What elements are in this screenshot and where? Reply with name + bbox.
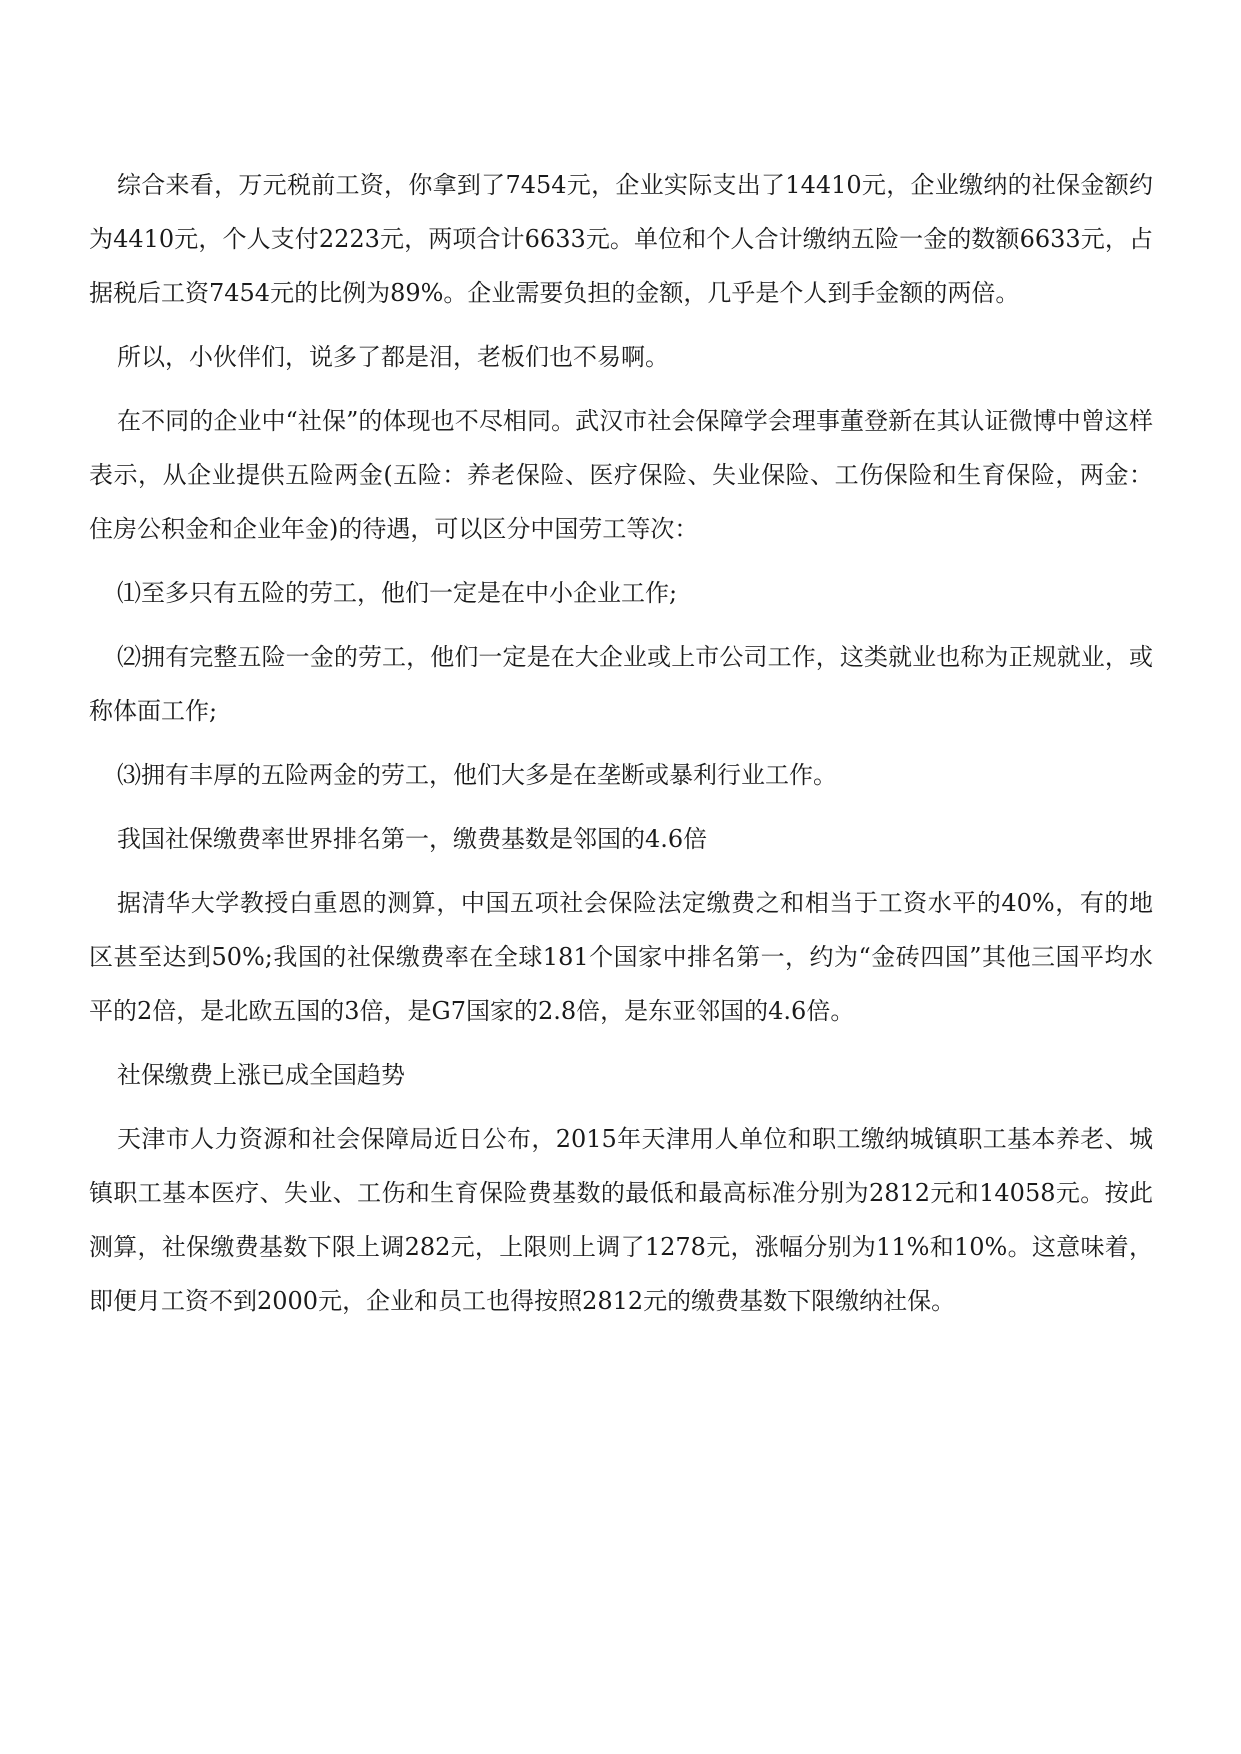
section-heading-contribution-rate: 我国社保缴费率世界排名第一，缴费基数是邻国的4.6倍 bbox=[117, 825, 708, 853]
paragraph-contribution-rate: 据清华大学教授白重恩的测算，中国五项社会保险法定缴费之和相当于工资水平的40%，有的地区甚至达到50%;我国的社保缴费率在全球181个国家中排名第一，约为“金砖四国”其他三国平均水平的2倍，是北欧五国的3倍，是G7国家的2.8倍，是东亚邻国的4.6倍。 bbox=[89, 889, 1153, 1025]
list-item-tier-2: ⑵拥有完整五险一金的劳工，他们一定是在大企业或上市公司工作，这类就业也称为正规就业，或称体面工作; bbox=[89, 643, 1153, 725]
document-body bbox=[89, 158, 1153, 1338]
paragraph-social-security-tiers: 在不同的企业中“社保”的体现也不尽相同。武汉市社会保障学会理事董登新在其认证微博中曾这样表示，从企业提供五险两金(五险：养老保险、医疗保险、失业保险、工伤保险和生育保险，两金：住房公积金和企业年金)的待遇，可以区分中国劳工等次： bbox=[89, 407, 1153, 543]
paragraph-salary-summary: 综合来看，万元税前工资，你拿到了7454元，企业实际支出了14410元，企业缴纳的社保金额约为4410元，个人支付2223元，两项合计6633元。单位和个人合计缴纳五险一金的数额6633元，占据税后工资7454元的比例为89%。企业需要负担的金额，几乎是个人到手金额的两倍。 bbox=[89, 171, 1153, 307]
section-heading-national-trend: 社保缴费上涨已成全国趋势 bbox=[117, 1061, 405, 1089]
list-item-tier-3: ⑶拥有丰厚的五险两金的劳工，他们大多是在垄断或暴利行业工作。 bbox=[117, 761, 837, 789]
list-item-tier-1: ⑴至多只有五险的劳工，他们一定是在中小企业工作; bbox=[117, 579, 678, 607]
paragraph-bosses-remark: 所以，小伙伴们，说多了都是泪，老板们也不易啊。 bbox=[117, 343, 669, 371]
paragraph-tianjin-base: 天津市人力资源和社会保障局近日公布，2015年天津用人单位和职工缴纳城镇职工基本养老、城镇职工基本医疗、失业、工伤和生育保险费基数的最低和最高标准分别为2812元和14058元。按此测算，社保缴费基数下限上调282元，上限则上调了1278元，涨幅分别为11%和10%。这意味着，即便月工资不到2000元，企业和员工也得按照2812元的缴费基数下限缴纳社保。 bbox=[89, 1125, 1153, 1315]
